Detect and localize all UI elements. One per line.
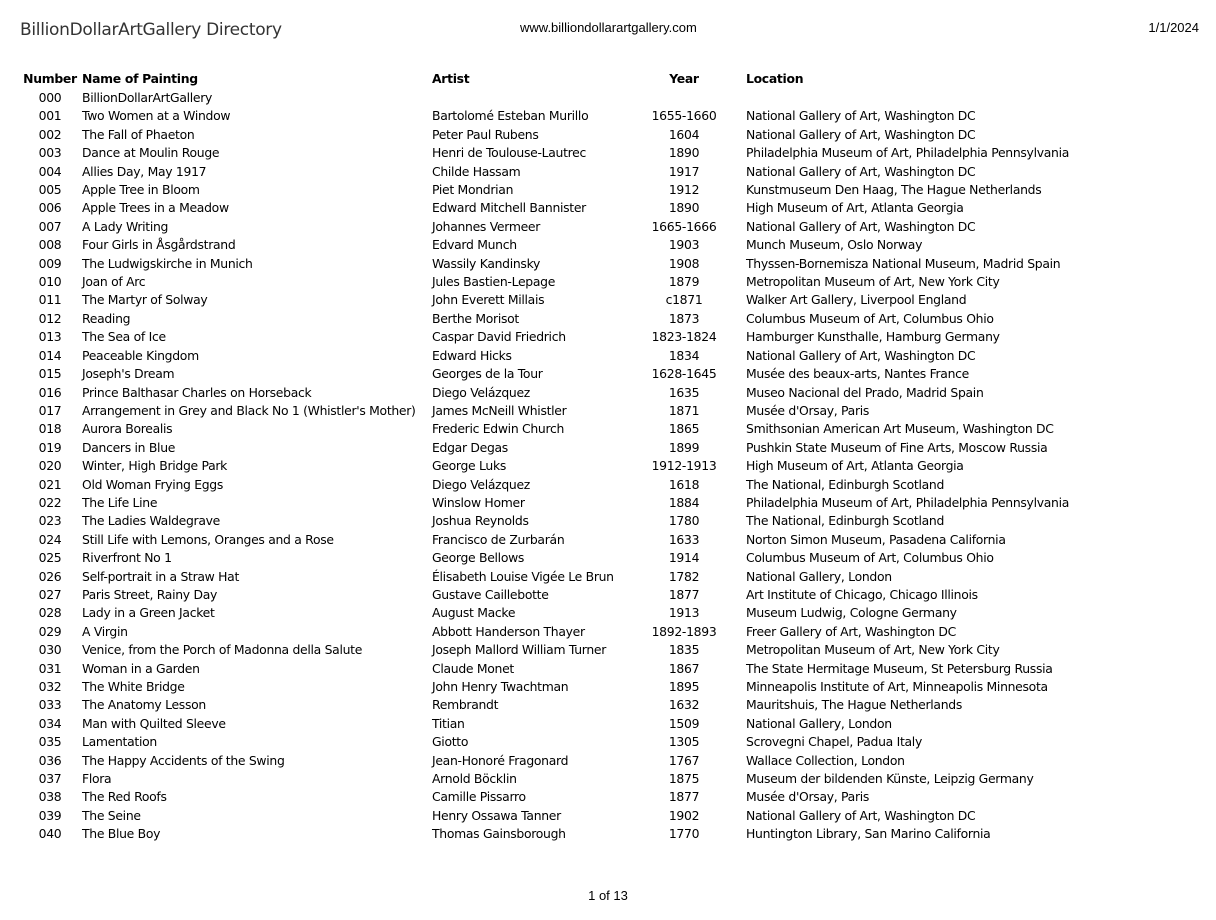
location: National Gallery, London [746,715,892,731]
document-date: 1/1/2024 [1148,20,1199,35]
painting-name: The Seine [82,807,141,823]
painting-name: The White Bridge [82,679,185,694]
table-row [22,328,1146,346]
painting-name: Prince Balthasar Charles on Horseback [82,384,312,400]
year: 1770 [668,826,700,842]
row-number: 018 [38,421,62,437]
location: Art Institute of Chicago, Chicago Illinois [746,586,978,602]
painting-name: Woman in a Garden [82,660,200,676]
location: Museum der bildenden Künste, Leipzig Germany [746,771,1034,787]
table-row [22,273,1146,291]
location: Smithsonian American Art Museum, Washington DC [746,421,1054,437]
location: Kunstmuseum Den Haag, The Hague Netherlands [746,182,1042,198]
table-row [22,457,1146,475]
painting-name: Dancers in Blue [82,439,176,455]
page-number: 1 of 13 [588,888,628,903]
location: National Gallery of Art, Washington DC [746,347,976,363]
painting-name: Riverfront No 1 [82,550,172,566]
painting-name: BillionDollarArtGallery [82,90,213,105]
location [732,89,1146,107]
location: Thyssen-Bornemisza National Museum, Madrid Spain [746,255,1061,271]
artist-name: Piet Mondrian [432,182,514,198]
location: Norton Simon Museum, Pasadena California [746,531,1006,547]
row-number: 033 [38,697,62,713]
painting-name: The Fall of Phaeton [82,126,195,142]
table-body [22,89,1146,844]
year: 1892-1893 [651,623,717,639]
painting-name: Two Women at a Window [82,108,231,124]
painting-name: A Virgin [82,623,128,639]
artist-name: Georges de la Tour [432,366,543,382]
row-number: 016 [38,384,62,400]
table-row [22,347,1146,365]
table-row [22,678,1146,696]
location: National Gallery of Art, Washington DC [746,108,976,124]
table-row [22,660,1146,678]
artist-name: Henri de Toulouse-Lautrec [432,145,586,161]
row-number: 014 [38,347,62,363]
year: 1871 [668,402,700,418]
year: 1834 [668,347,700,363]
table-row [22,531,1146,549]
artist-name: Edward Hicks [432,347,512,363]
location: Metropolitan Museum of Art, New York City [746,274,1000,290]
painting-name: Man with Quilted Sleeve [82,715,226,731]
artist-name: Rembrandt [432,697,499,713]
year: 1835 [668,642,700,658]
painting-name: Flora [82,771,112,787]
artist-name: Francisco de Zurbarán [432,531,565,547]
table-row [22,549,1146,567]
row-number: 026 [38,568,62,584]
table-row [22,402,1146,420]
year: 1884 [668,494,700,510]
location: Philadelphia Museum of Art, Philadelphia Pennsylvania [746,494,1070,510]
table-row [22,512,1146,530]
table-header-row [22,69,1146,89]
row-number: 007 [38,218,62,234]
location: High Museum of Art, Atlanta Georgia [746,200,964,216]
painting-name: The Ludwigskirche in Munich [82,255,253,271]
row-number: 010 [38,274,62,290]
year: 1912 [668,182,700,198]
row-number: 024 [38,531,62,547]
location: Scrovegni Chapel, Padua Italy [746,734,922,750]
table-row [22,641,1146,659]
row-number: 013 [38,329,62,345]
location: National Gallery of Art, Washington DC [746,807,976,823]
row-number: 003 [38,145,62,161]
artist-name: Childe Hassam [432,163,521,179]
painting-name: Old Woman Frying Eggs [82,476,224,492]
painting-name: Lady in a Green Jacket [82,605,215,621]
painting-name: Apple Tree in Bloom [82,182,200,198]
artist-name: Edgar Degas [432,439,508,455]
year: 1895 [668,679,700,694]
table-row [22,384,1146,402]
column-header-number: Number [23,70,77,86]
year: 1903 [668,237,700,253]
painting-name: Lamentation [82,734,157,750]
row-number: 029 [38,623,62,639]
row-number: 011 [38,292,62,308]
table-row [22,439,1146,457]
row-number: 022 [38,494,62,510]
artist-name: John Henry Twachtman [432,679,569,694]
artist-name: Abbott Handerson Thayer [432,623,585,639]
year: 1875 [668,771,700,787]
artist-name: Gustave Caillebotte [432,586,549,602]
year: 1665-1666 [651,218,717,234]
year: 1655-1660 [651,108,717,124]
location: Musée d'Orsay, Paris [746,789,870,805]
painting-name: Joseph's Dream [82,366,175,382]
location: The State Hermitage Museum, St Petersburg Russia [746,660,1053,676]
table-row [22,365,1146,383]
website-url: www.billiondollarartgallery.com [520,20,697,35]
artist-name: Winslow Homer [432,494,525,510]
location: Pushkin State Museum of Fine Arts, Moscow Russia [746,439,1048,455]
row-number: 004 [38,163,62,179]
location: Musée d'Orsay, Paris [746,402,870,418]
table-row [22,107,1146,125]
painting-name: Reading [82,310,131,326]
painting-name: Winter, High Bridge Park [82,458,228,474]
year: 1823-1824 [651,329,717,345]
row-number: 023 [38,513,62,529]
painting-name: Dance at Moulin Rouge [82,145,220,161]
painting-name: Paris Street, Rainy Day [82,586,218,602]
year: 1914 [668,550,700,566]
location: Museum Ludwig, Cologne Germany [746,605,957,621]
row-number: 020 [38,458,62,474]
column-header-year: Year [669,70,699,86]
painting-name: Allies Day, May 1917 [82,163,207,179]
row-number: 038 [38,789,62,805]
artist-name: Diego Velázquez [432,384,531,400]
year: 1633 [668,531,700,547]
artist-name: Henry Ossawa Tanner [432,807,561,823]
table-row [22,752,1146,770]
table-row [22,291,1146,309]
year: 1632 [668,697,700,713]
table-row [22,586,1146,604]
year: 1902 [668,807,700,823]
row-number: 021 [38,476,62,492]
paintings-table [22,69,1146,844]
artist-name: Caspar David Friedrich [432,329,566,345]
year: 1865 [668,421,700,437]
artist-name: Bartolomé Esteban Murillo [432,108,589,124]
artist-name: Claude Monet [432,660,514,676]
artist-name: George Luks [432,458,506,474]
artist-name: John Everett Millais [432,292,545,308]
column-header-name: Name of Painting [82,70,198,86]
year: c1871 [665,292,703,308]
table-row [22,181,1146,199]
location: Hamburger Kunsthalle, Hamburg Germany [746,329,1000,345]
location: Museo Nacional del Prado, Madrid Spain [746,384,984,400]
document-title: BillionDollarArtGallery Directory [20,20,282,40]
location: Columbus Museum of Art, Columbus Ohio [746,310,994,326]
row-number: 037 [38,771,62,787]
artist-name: George Bellows [432,550,525,566]
year: 1635 [668,384,700,400]
table-row [22,715,1146,733]
year: 1912-1913 [651,458,717,474]
year: 1877 [668,789,700,805]
painting-name: The Sea of Ice [82,329,166,345]
location: The National, Edinburgh Scotland [746,476,945,492]
location: Freer Gallery of Art, Washington DC [746,623,957,639]
location: The National, Edinburgh Scotland [746,513,945,529]
artist-name: James McNeill Whistler [432,402,567,418]
year: 1873 [668,310,700,326]
location: Musée des beaux-arts, Nantes France [746,366,969,382]
row-number: 030 [38,642,62,658]
year: 1890 [668,200,700,216]
location: National Gallery, London [746,568,892,584]
painting-name: Four Girls in Åsgårdstrand [82,237,236,253]
year: 1890 [668,145,700,161]
column-header-artist: Artist [432,70,470,86]
location: Philadelphia Museum of Art, Philadelphia Pennsylvania [746,145,1070,161]
year: 1618 [668,476,700,492]
row-number: 008 [38,237,62,253]
year: 1917 [668,163,700,179]
table-row [22,825,1146,843]
year: 1908 [668,255,700,271]
year: 1899 [668,439,700,455]
location: Huntington Library, San Marino California [746,826,991,842]
table-row [22,199,1146,217]
year: 1509 [668,715,700,731]
table-row [22,494,1146,512]
location: Mauritshuis, The Hague Netherlands [746,697,962,713]
artist-name: Berthe Morisot [432,310,519,326]
row-number: 040 [38,826,62,842]
painting-name: The Blue Boy [82,826,161,842]
artist-name: Edward Mitchell Bannister [432,200,586,216]
row-number: 034 [38,715,62,731]
table-row [22,696,1146,714]
row-number: 019 [38,439,62,455]
table-row [22,89,1146,107]
table-row [22,144,1146,162]
table-row [22,788,1146,806]
year: 1879 [668,274,700,290]
artist-name: Giotto [432,734,469,750]
painting-name: The Martyr of Solway [82,292,208,308]
table-row [22,310,1146,328]
year: 1305 [668,734,700,750]
artist-name: Jules Bastien-Lepage [432,274,556,290]
artist-name: Titian [432,715,465,731]
table-row [22,236,1146,254]
artist-name: Jean-Honoré Fragonard [432,752,569,768]
table-row [22,255,1146,273]
location: Minneapolis Institute of Art, Minneapolis Minnesota [746,679,1048,694]
location: Wallace Collection, London [746,752,905,768]
painting-name: The Anatomy Lesson [82,697,206,713]
year: 1913 [668,605,700,621]
painting-name: Aurora Borealis [82,421,173,437]
year: 1628-1645 [651,366,717,382]
artist-name: Thomas Gainsborough [432,826,566,842]
artist-name: Diego Velázquez [432,476,531,492]
year: 1780 [668,513,700,529]
row-number: 027 [38,586,62,602]
artist-name [432,89,636,107]
artist-name: Wassily Kandinsky [432,255,541,271]
artist-name: Joseph Mallord William Turner [432,642,607,658]
location: National Gallery of Art, Washington DC [746,126,976,142]
artist-name: Arnold Böcklin [432,771,517,787]
column-header-location: Location [746,70,804,86]
row-number: 009 [38,255,62,271]
year: 1877 [668,586,700,602]
row-number: 005 [38,182,62,198]
table-row [22,604,1146,622]
painting-name: Arrangement in Grey and Black No 1 (Whistler's Mother) [82,402,416,418]
row-number: 035 [38,734,62,750]
artist-name: Camille Pissarro [432,789,526,805]
row-number: 002 [38,126,62,142]
painting-name: The Red Roofs [82,789,167,805]
location: Walker Art Gallery, Liverpool England [746,292,967,308]
row-number: 001 [38,108,62,124]
row-number: 017 [38,402,62,418]
location: High Museum of Art, Atlanta Georgia [746,458,964,474]
table-row [22,163,1146,181]
year [636,89,732,107]
location: Columbus Museum of Art, Columbus Ohio [746,550,994,566]
painting-name: Peaceable Kingdom [82,347,199,363]
painting-name: The Life Line [82,494,158,510]
artist-name: Joshua Reynolds [432,513,529,529]
table-row [22,218,1146,236]
painting-name: The Ladies Waldegrave [82,513,220,529]
row-number: 015 [38,366,62,382]
artist-name: Frederic Edwin Church [432,421,565,437]
painting-name: The Happy Accidents of the Swing [82,752,285,768]
table-row [22,770,1146,788]
painting-name: Self-portrait in a Straw Hat [82,568,240,584]
year: 1782 [668,568,700,584]
painting-name: Apple Trees in a Meadow [82,200,229,216]
table-row [22,476,1146,494]
artist-name: Edvard Munch [432,237,517,253]
table-row [22,733,1146,751]
artist-name: Johannes Vermeer [432,218,541,234]
location: Munch Museum, Oslo Norway [746,237,923,253]
year: 1767 [668,752,700,768]
row-number: 028 [38,605,62,621]
painting-name: Joan of Arc [82,274,146,290]
table-row [22,420,1146,438]
table-row [22,568,1146,586]
row-number: 036 [38,752,62,768]
location: National Gallery of Art, Washington DC [746,163,976,179]
painting-name: Still Life with Lemons, Oranges and a Rose [82,531,334,547]
painting-name: A Lady Writing [82,218,169,234]
row-number: 000 [38,90,62,105]
artist-name: Élisabeth Louise Vigée Le Brun [432,568,614,584]
location: National Gallery of Art, Washington DC [746,218,976,234]
year: 1604 [668,126,700,142]
year: 1867 [668,660,700,676]
row-number: 012 [38,310,62,326]
artist-name: Peter Paul Rubens [432,126,539,142]
row-number: 025 [38,550,62,566]
row-number: 032 [38,679,62,694]
location: Metropolitan Museum of Art, New York City [746,642,1000,658]
table-row [22,623,1146,641]
painting-name: Venice, from the Porch of Madonna della Salute [82,642,363,658]
row-number: 039 [38,807,62,823]
table-row [22,126,1146,144]
artist-name: August Macke [432,605,516,621]
row-number: 031 [38,660,62,676]
table-row [22,807,1146,825]
row-number: 006 [38,200,62,216]
